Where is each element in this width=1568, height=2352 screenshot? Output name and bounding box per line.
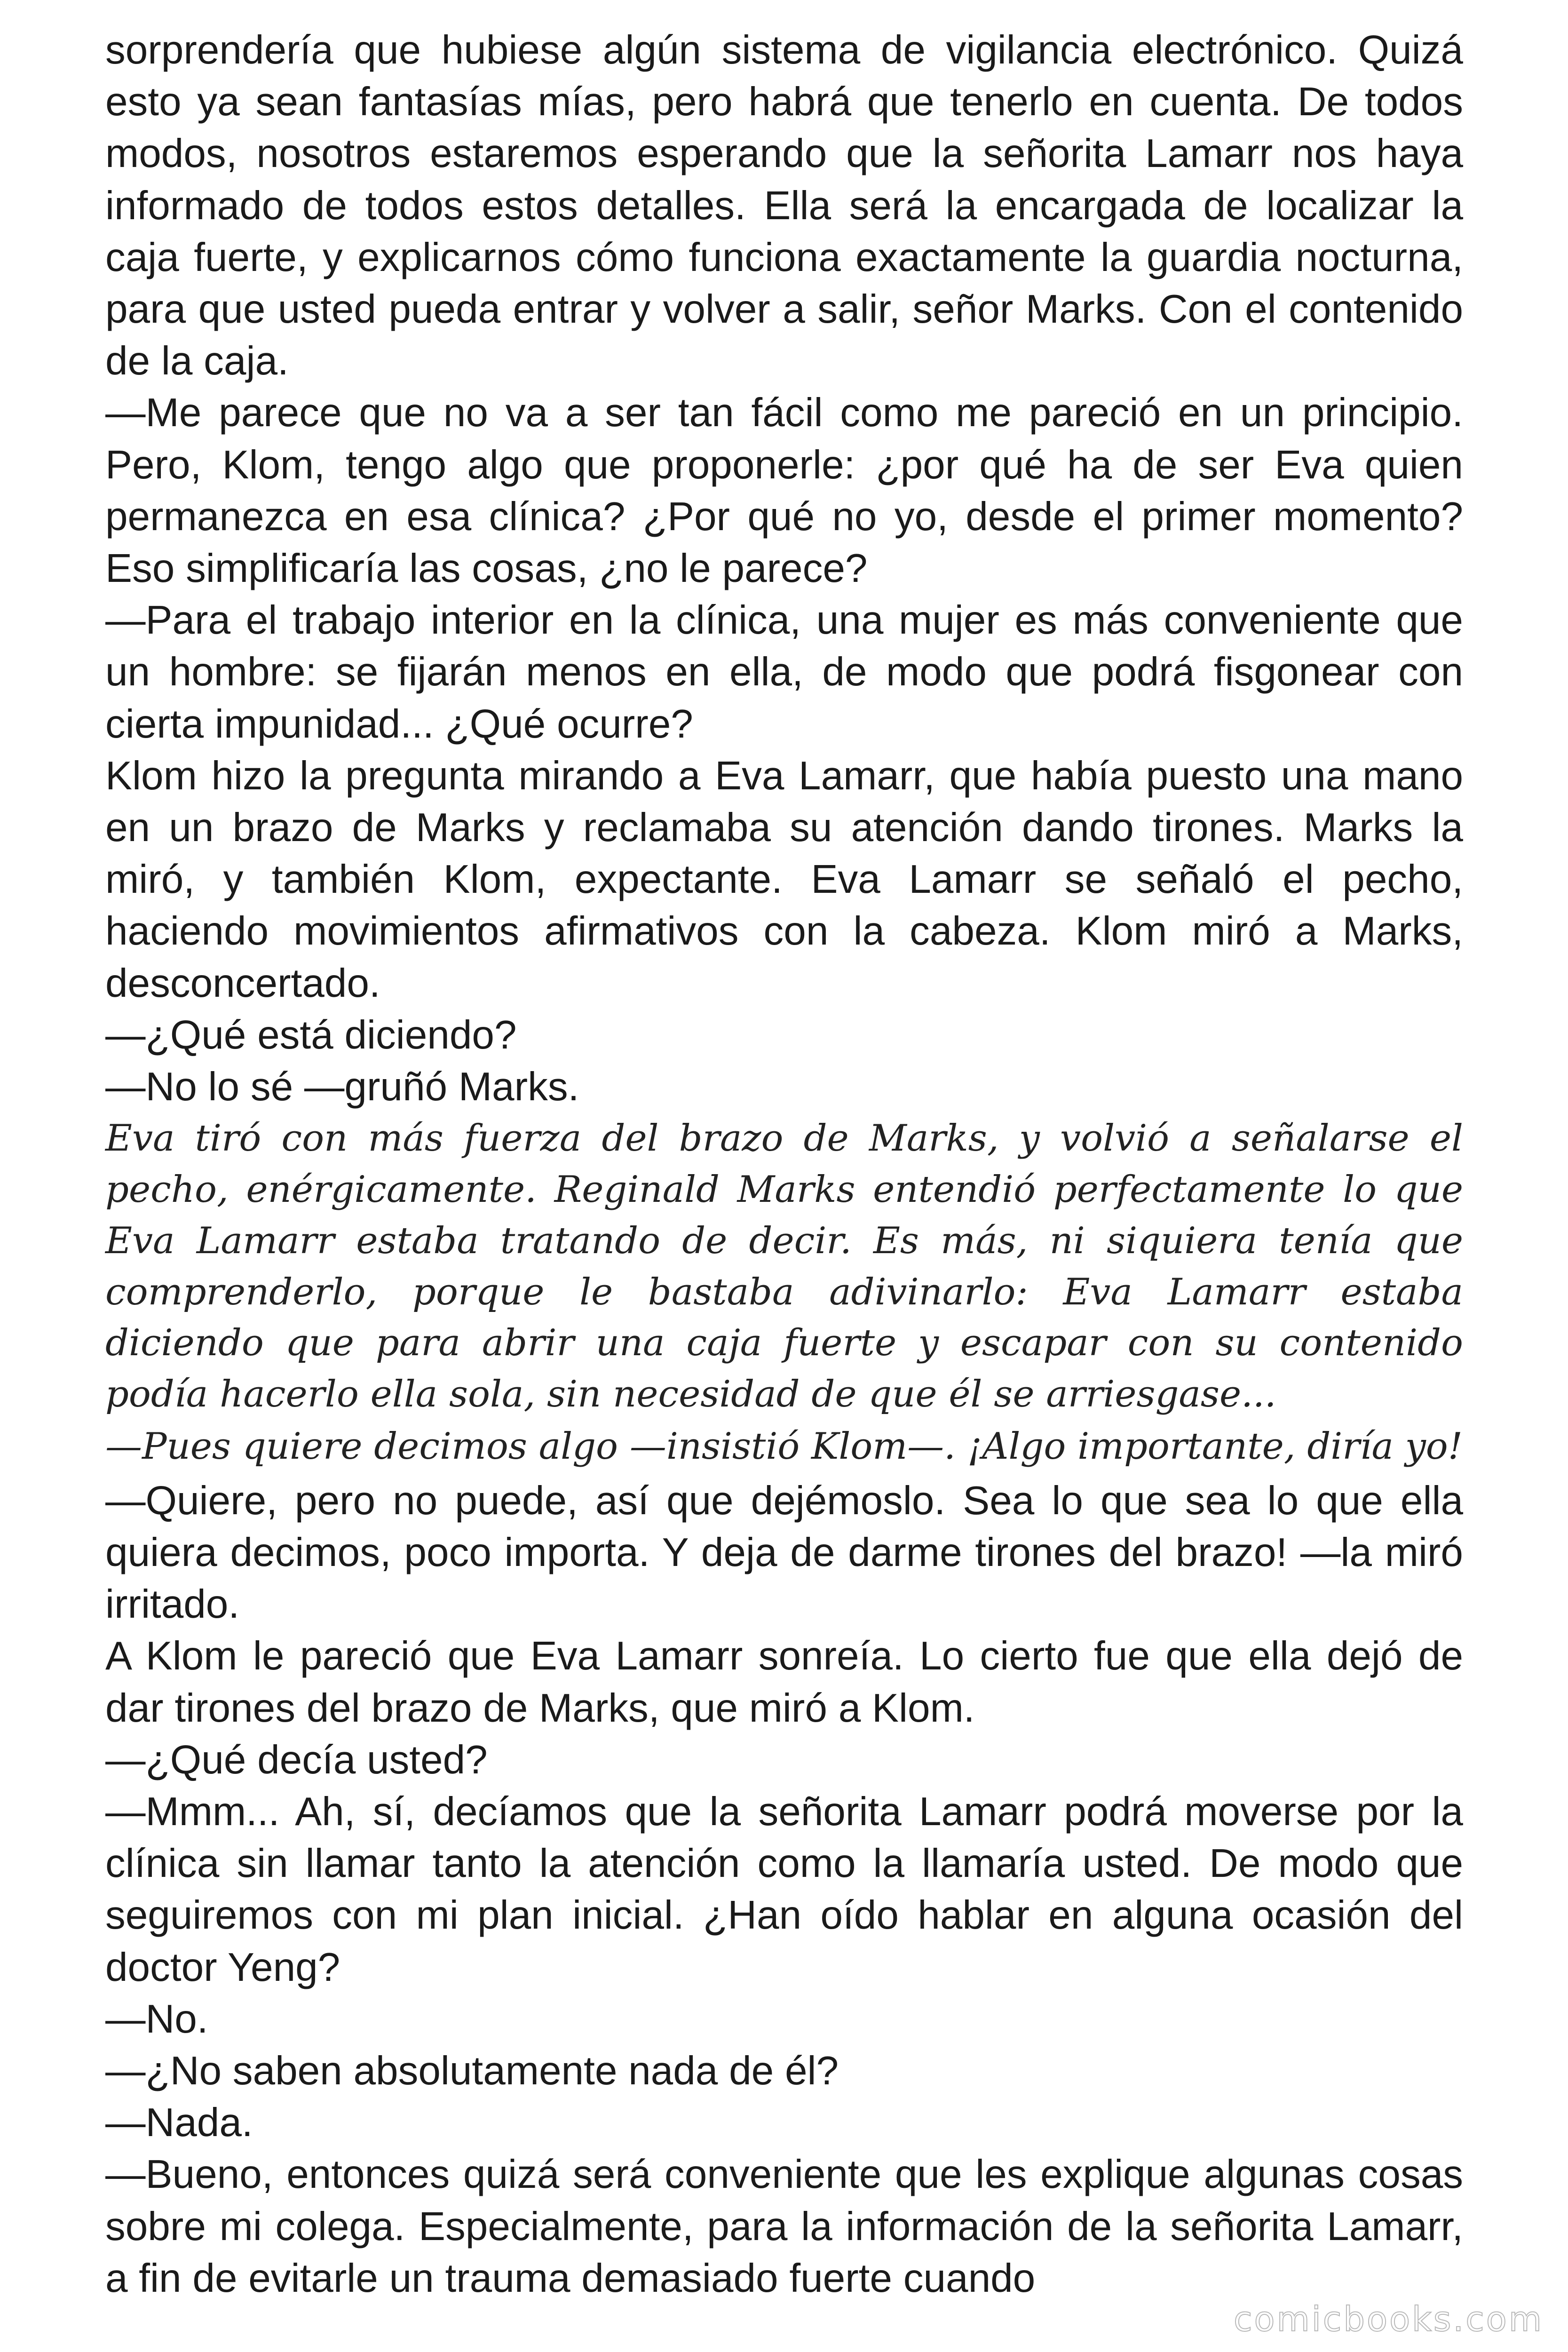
paragraph: —¿No saben absolutamente nada de él? <box>105 2049 839 2094</box>
paragraph: —No. <box>105 1996 208 2042</box>
paragraph: —Nada. <box>105 2100 253 2145</box>
page-text <box>105 24 1463 2304</box>
paragraph: —Mmm... Ah, sí, decíamos que la señorita Lamarr podrá moverse por la clínica sin llamar tanto la atención como la llamaría usted. De modo que seguiremos con mi plan inicial. ¿Han oído hablar en alguna ocasión del doctor Yeng? <box>105 1789 1463 1990</box>
paragraph: —¿Qué está diciendo? <box>105 1012 517 1057</box>
paragraph: —Me parece que no va a ser tan fácil como me pareció en un principio. Pero, Klom, tengo algo que proponerle: ¿por qué ha de ser Eva quien permanezca en esa clínica? ¿Por qué no yo, desde el primer momento? Eso simplificaría las cosas, ¿no le parece? <box>105 390 1463 591</box>
paragraph: —Para el trabajo interior en la clínica, una mujer es más conveniente que un hombre: se fijarán menos en ella, de modo que podrá fisgonear con cierta impunidad... ¿Qué ocurre? <box>105 598 1463 747</box>
paragraph: A Klom le pareció que Eva Lamarr sonreía. Lo cierto fue que ella dejó de dar tirones del brazo de Marks, que miró a Klom. <box>105 1634 1463 1731</box>
paragraph: Klom hizo la pregunta mirando a Eva Lamarr, que había puesto una mano en un brazo de Marks y reclamaba su atención dando tirones. Marks la miró, y también Klom, expectante. Eva Lamarr se señaló el pecho, haciendo movimientos afirmativos con la cabeza. Klom miró a Marks, desconcertado. <box>105 753 1463 1006</box>
italic-paragraph: Eva tiró con más fuerza del brazo de Marks, y volvió a señalarse el pecho, enérgicamente. Reginald Marks entendió perfectamente lo que Eva Lamarr estaba tratando de decir. Es más, ni siquiera tenía que comprenderlo, porque le bastaba adivinarlo: Eva Lamarr estaba diciendo que para abrir una caja fuerte y escapar con su contenido podía hacerlo ella sola, sin necesidad de que él se arriesgase... <box>105 1117 1463 1416</box>
watermark: comicbooks.com <box>1233 2299 1544 2339</box>
paragraph: —No lo sé —gruñó Marks. <box>105 1065 579 1110</box>
italic-dialog-line: —Pues quiere decimos algo —insistió Klom—. ¡Algo importante, diría yo! <box>105 1425 1463 1468</box>
paragraph: —Bueno, entonces quizá será conveniente que les explique algunas cosas sobre mi colega. Especialmente, para la información de la señorita Lamarr, a fin de evitarle un trauma demasiado fuerte cuando <box>105 2152 1463 2301</box>
paragraph: —¿Qué decía usted? <box>105 1737 488 1782</box>
paragraph: sorprendería que hubiese algún sistema de vigilancia electrónico. Quizá esto ya sean fantasías mías, pero habrá que tenerlo en cuenta. De todos modos, nosotros estaremos esperando que la señorita Lamarr nos haya informado de todos estos detalles. Ella será la encargada de localizar la caja fuerte, y explicarnos cómo funciona exactamente la guardia nocturna, para que usted pueda entrar y volver a salir, señor Marks. Con el contenido de la caja. <box>105 28 1463 384</box>
paragraph: —Quiere, pero no puede, así que dejémoslo. Sea lo que sea lo que ella quiera decimos, poco importa. Y deja de darme tirones del brazo! —la miró irritado. <box>105 1478 1463 1627</box>
